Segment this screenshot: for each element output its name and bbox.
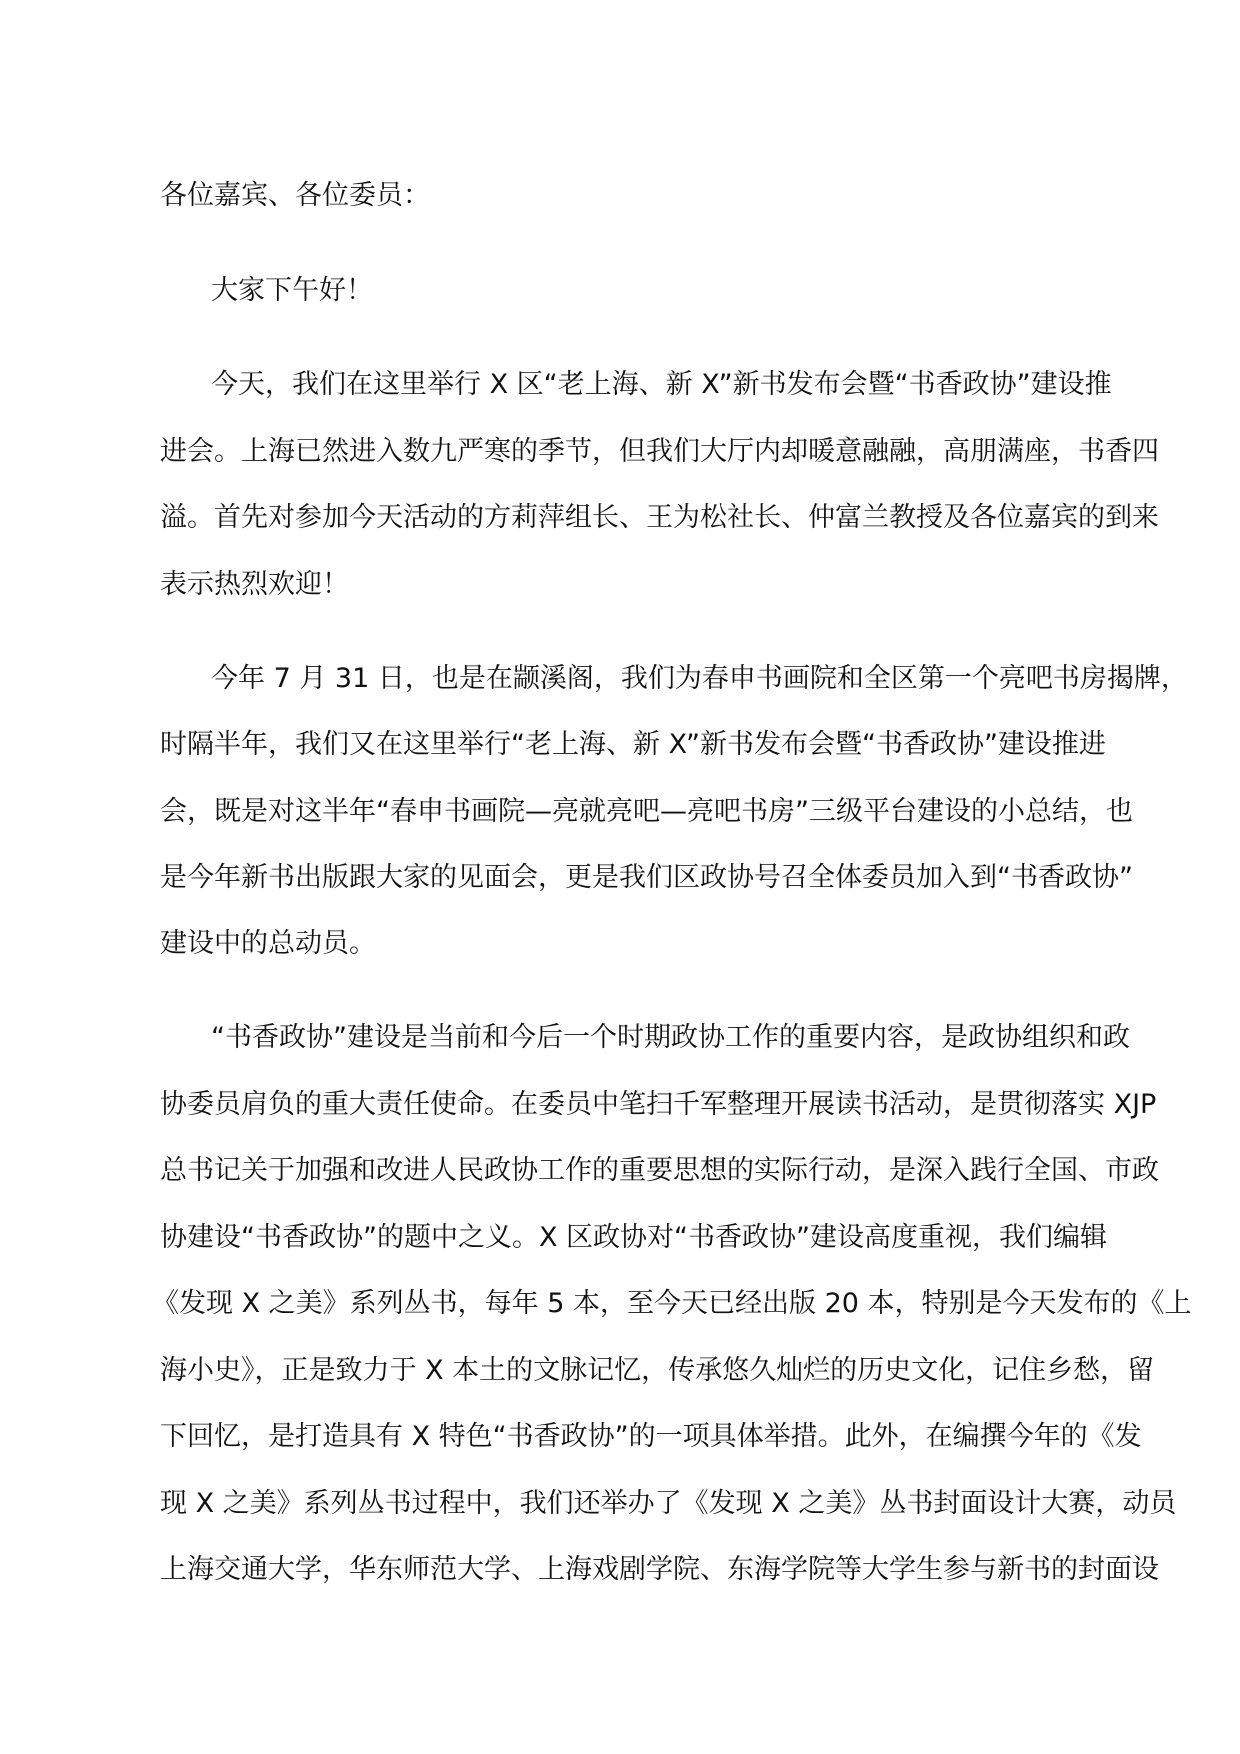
paragraph-3-line-5: 《发现 X 之美》系列丛书，每年 5 本，至今天已经出版 20 本，特别是今天发布的《上 [152, 1288, 1192, 1319]
paragraph-3-line-6: 海小史》，正是致力于 X 本土的文脉记忆，传承悠久灿烂的历史文化，记住乡愁，留 [160, 1355, 1155, 1386]
paragraph-3-line-2: 协委员肩负的重大责任使命。在委员中笔扫千军整理开展读书活动，是贯彻落实 XJP [160, 1089, 1157, 1120]
paragraph-2-line-1: 今年 7 月 31 日，也是在颛溪阁，我们为春申书画院和全区第一个亮吧书房揭牌， [211, 663, 1188, 694]
paragraph-3-line-8: 现 X 之美》系列丛书过程中，我们还举办了《发现 X 之美》丛书封面设计大赛，动员 [160, 1488, 1177, 1519]
paragraph-2-line-4: 是今年新书出版跟大家的见面会，更是我们区政协号召全体委员加入到“书香政协” [160, 862, 1133, 893]
paragraph-2-line-2: 时隔半年，我们又在这里举行“老上海、新 X”新书发布会暨“书香政协”建设推进 [160, 729, 1106, 760]
paragraph-3-line-1: “书香政协”建设是当前和今后一个时期政协工作的重要内容，是政协组织和政 [211, 1022, 1130, 1053]
paragraph-1-line-4: 表示热烈欢迎！ [160, 569, 349, 600]
paragraph-1-line-1: 今天，我们在这里举行 X 区“老上海、新 X”新书发布会暨“书香政协”建设推 [211, 369, 1112, 400]
salutation-line: 各位嘉宾、各位委员： [160, 180, 430, 211]
paragraph-3-line-3: 总书记关于加强和改进人民政协工作的重要思想的实际行动，是深入践行全国、市政 [160, 1155, 1159, 1186]
paragraph-2-line-3: 会，既是对这半年“春申书画院—亮就亮吧—亮吧书房”三级平台建设的小总结，也 [160, 796, 1133, 827]
paragraph-2-line-5: 建设中的总动员。 [160, 928, 376, 959]
paragraph-3-line-9: 上海交通大学，华东师范大学、上海戏剧学院、东海学院等大学生参与新书的封面设 [160, 1554, 1159, 1585]
paragraph-3-line-4: 协建设“书香政协”的题中之义。X 区政协对“书香政协”建设高度重视，我们编辑 [160, 1222, 1108, 1253]
paragraph-3-line-7: 下回忆，是打造具有 X 特色“书香政协”的一项具体举措。此外，在编撰今年的《发 [160, 1421, 1142, 1452]
paragraph-1-line-2: 进会。上海已然进入数九严寒的季节，但我们大厅内却暖意融融，高朋满座，书香四 [160, 436, 1159, 467]
greeting-line: 大家下午好！ [211, 275, 373, 306]
paragraph-1-line-3: 溢。首先对参加今天活动的方莉萍组长、王为松社长、仲富兰教授及各位嘉宾的到来 [160, 502, 1159, 533]
